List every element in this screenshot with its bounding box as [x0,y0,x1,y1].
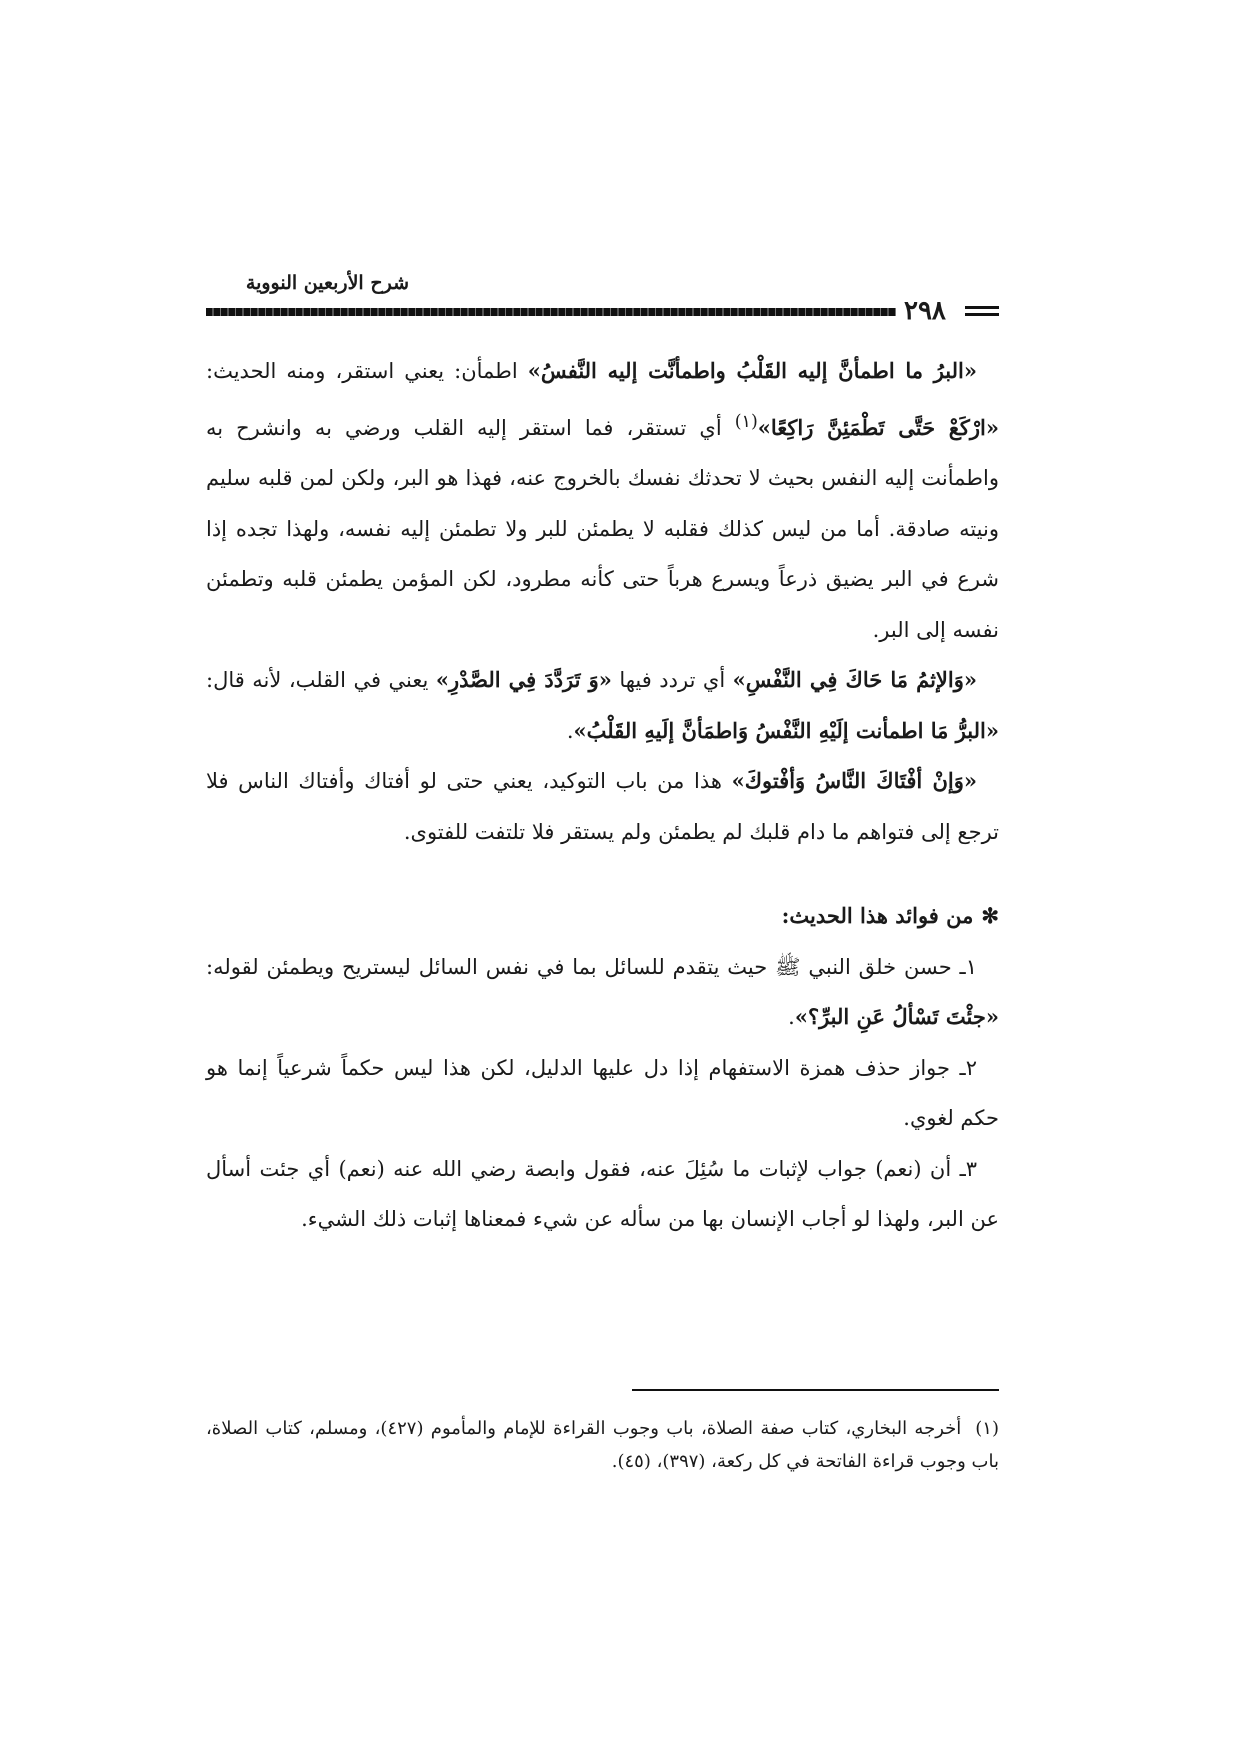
benefit-item-3: ٣ـ أن (نعم) جواب لإثبات ما سُئِلَ عنه، فقول وابصة رضي الله عنه (نعم) أي جئت أسأل عن البر، ولهذا لو أجاب الإنسان بها من سأله عن شيء فمعناها إثبات ذلك الشيء. [206,1156,999,1231]
hadith-quote: «البرُ ما اطمأنَّ إليه القَلْبُ واطمأنَّت إليه النَّفسُ» [527,358,977,383]
footnote-1 [206,1412,999,1478]
hadith-quote: «البرُّ مَا اطمأنت إلَيْهِ النَّفْسُ وَاطمَأنَّ إلَيهِ القَلْبُ» [573,717,999,743]
hadith-quote: «وَ تَرَدَّدَ فِي الصَّدْرِ» [435,667,612,692]
footnote-number: (١) [975,1418,999,1439]
benefit-item-2: ٢ـ جواز حذف همزة الاستفهام إذا دل عليها الدليل، لكن هذا ليس حكماً شرعياً إنما هو حكم لغوي. [206,1055,999,1130]
header-ornament [965,306,999,316]
benefit-item-1 [206,942,999,1043]
main-text [206,346,999,1245]
page-number: ٢٩٨ [904,296,946,326]
text-span: . [788,1005,795,1029]
footnote [206,1412,999,1478]
paragraph-3 [206,756,999,857]
paragraph-2 [206,655,999,756]
footnote-text: أخرجه البخاري، كتاب صفة الصلاة، باب وجوب القراءة للإمام والمأموم (٤٢٧)، ومسلم، كتاب الصلاة، باب وجوب قراءة الفاتحة في كل ركعة، (٣٩٧)، (٤٥). [206,1418,999,1472]
running-title: شرح الأربعين النووية [245,272,409,294]
text-span: اطمأن: يعني استقر، ومنه الحديث: [206,359,528,383]
footnote-reference: (١) [734,411,758,432]
hadith-quote: «وَالإثمُ مَا حَاكَ فِي النَّفْسِ» [732,667,977,692]
text-span: هذا من باب التوكيد، يعني حتى لو أفتاك وأفتاك الناس فلا ترجع إلى فتواهم ما دام قلبك لم يطمئن ولم يستقر فلا تلتفت للفتوى. [206,769,999,844]
text-span: . [566,718,574,743]
paragraph-1 [206,346,999,655]
text-span: يعني في القلب، لأنه قال: [206,668,436,692]
benefits-heading [206,891,999,942]
benefits-heading-text: من فوائد هذا الحديث: [781,903,974,928]
footnote-divider [632,1389,999,1391]
header-rule [206,308,896,316]
hadith-quote: «جئْتَ تَسْألُ عَنِ البرِّ؟» [794,1004,999,1029]
hadith-quote: «ارْكَعْ حَتَّى تَطْمَئِنَّ رَاكِعًا» [757,414,999,440]
page-header [206,272,999,326]
hadith-quote: «وَإنْ أفْتَاكَ النَّاسُ وَأفْتوكَ» [731,768,977,793]
star-icon: ✻ [981,903,999,928]
text-span: ١ـ حسن خلق النبي ﷺ حيث يتقدم للسائل بما في نفس السائل ليستريح ويطمئن لقوله: [206,954,977,979]
text-span: أي تردد فيها [611,668,733,692]
text-span: أي تستقر، فما استقر إليه القلب ورضي به وانشرح به واطمأنت إليه النفس بحيث لا تحدثك نفسك بالخروج عنه، فهذا هو البر، ولكن لمن قلبه سليم ونيته صادقة. أما من ليس كذلك فقلبه لا يطمئن للبر ولا تطمئن إليه نفسه، ولهذا تجده إذا شرع في البر يضيق ذرعاً ويسرع هرباً حتى كأنه مطرود، لكن المؤمن يطمئن قلبه وتطمئن نفسه إلى البر. [206,415,999,642]
